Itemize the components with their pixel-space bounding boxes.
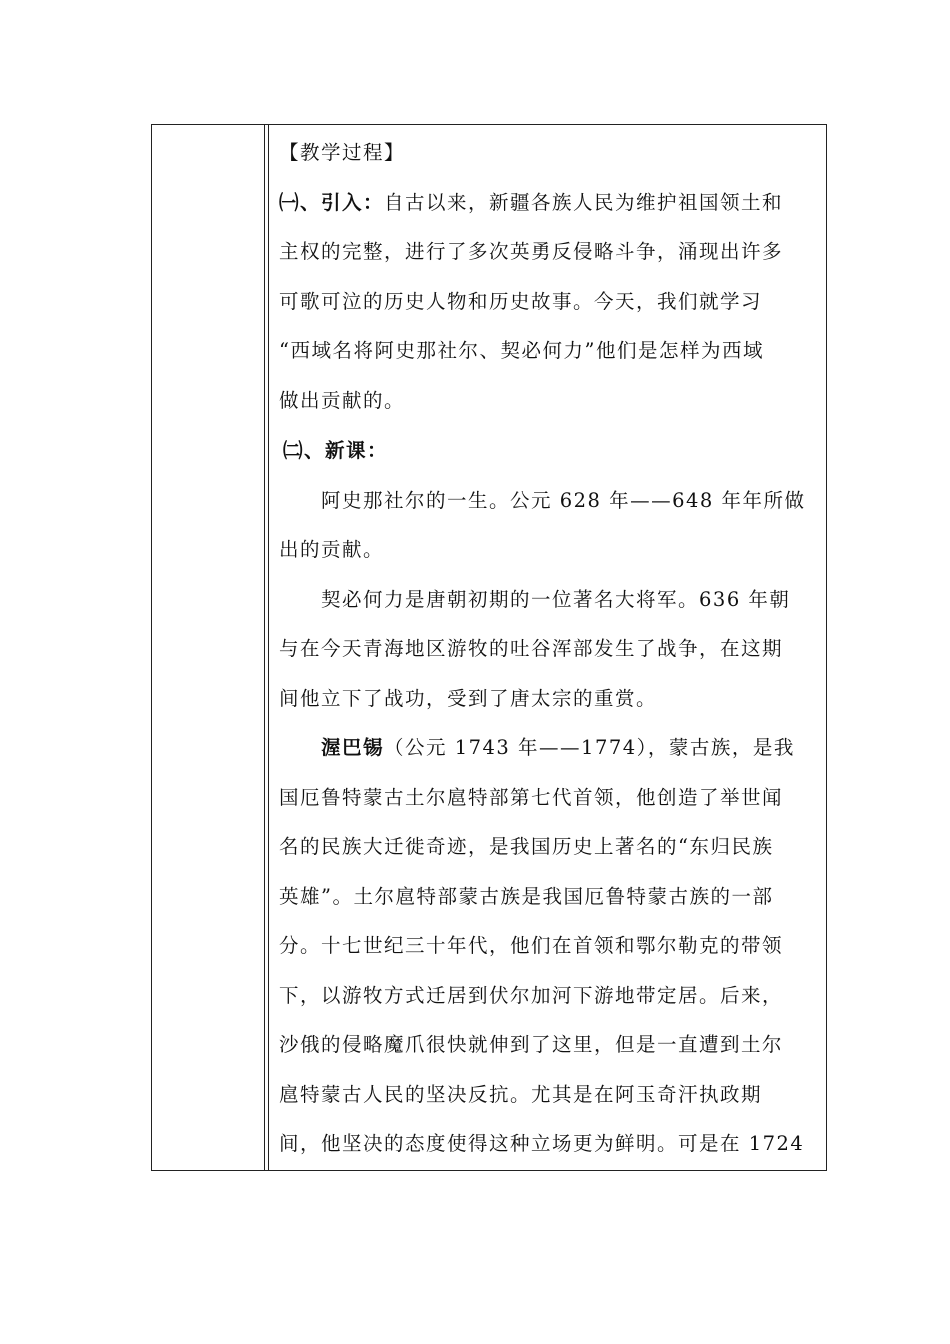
text-line [279,885,773,909]
text-line [279,984,783,1008]
line-text: 阿史那社尔的一生。公元 628 年——648 年年所做 [321,489,806,512]
text-line [321,489,806,513]
text-line [279,240,783,264]
lesson-table [151,124,827,1171]
text-line [279,687,657,711]
line-text: 间，他坚决的态度使得这种立场更为鲜明。可是在 1724 [279,1132,805,1155]
line-text: （公元 1743 年——1774），蒙古族，是我 [384,736,795,759]
text-line [279,538,384,562]
line-text: 名的民族大迁徙奇迹，是我国历史上著名的“东归民族 [279,835,774,858]
text-line [283,439,388,463]
line-text: 下，以游牧方式迁居到伏尔加河下游地带定居。后来， [279,984,784,1007]
line-text: 出的贡献。 [279,538,385,561]
line-text: 扈特蒙古人民的坚决反抗。尤其是在阿玉奇汗执政期 [279,1083,763,1106]
bold-heading: 渥巴锡 [321,736,385,759]
line-text: 【教学过程】 [279,141,406,164]
text-line [279,934,783,958]
text-line [321,588,790,612]
bold-heading: ㈠、引入： [279,191,385,214]
line-text: 与在今天青海地区游牧的吐谷浑部发生了战争，在这期 [279,637,784,660]
text-line [279,1083,762,1107]
line-text: 做出贡献的。 [279,389,406,412]
bold-heading: ㈡、新课： [283,439,389,462]
line-text: 沙俄的侵略魔爪很快就伸到了这里，但是一直遭到土尔 [279,1033,784,1056]
text-line [279,389,405,413]
line-text: 自古以来，新疆各族人民为维护祖国领土和 [384,191,784,214]
text-line [279,339,764,363]
text-line [279,1132,804,1156]
text-line [279,141,405,165]
text-line [279,290,762,314]
line-text: 间他立下了战功，受到了唐太宗的重赏。 [279,687,658,710]
line-text: 契必何力是唐朝初期的一位著名大将军。636 年朝 [321,588,791,611]
text-line [279,835,773,859]
text-line [279,191,783,215]
line-text: 主权的完整，进行了多次英勇反侵略斗争，涌现出许多 [279,240,784,263]
left-column-cell [152,125,265,1170]
line-text: 英雄”。土尔扈特部蒙古族是我国厄鲁特蒙古族的一部 [279,885,774,908]
text-line [279,786,783,810]
line-text: 可歌可泣的历史人物和历史故事。今天，我们就学习 [279,290,763,313]
line-text: “西域名将阿史那社尔、契必何力”他们是怎样为西域 [279,339,764,362]
line-text: 国厄鲁特蒙古土尔扈特部第七代首领，他创造了举世闻 [279,786,784,809]
text-line [321,736,795,760]
text-line [279,637,783,661]
content-cell [268,125,826,1170]
line-text: 分。十七世纪三十年代，他们在首领和鄂尔勒克的带领 [279,934,784,957]
text-line [279,1033,783,1057]
